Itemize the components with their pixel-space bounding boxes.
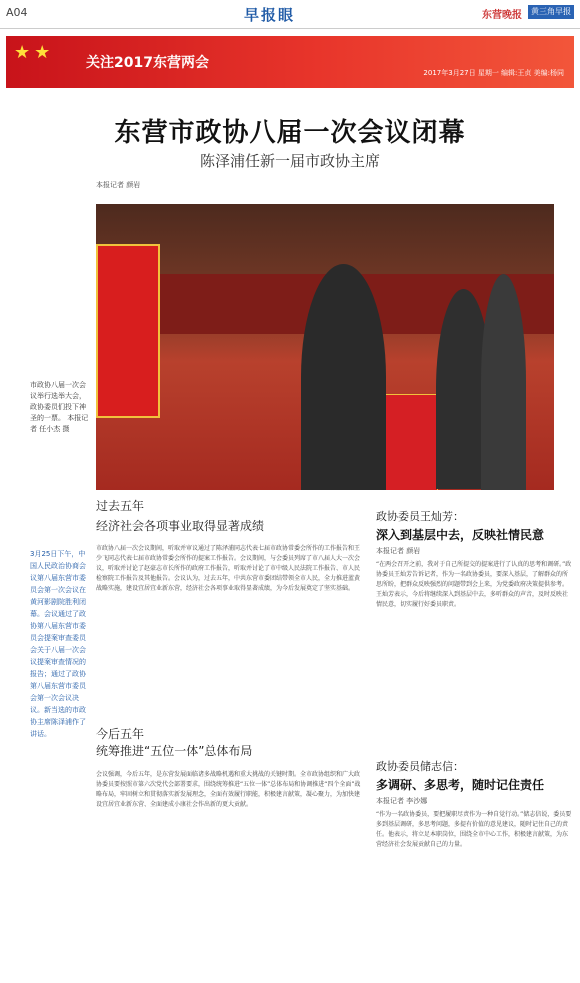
brand-logo: 黄三角早报 — [528, 5, 574, 19]
star-icon: ★★ — [14, 42, 55, 63]
side-note: 3月25日下午，中国人民政治协商会议第八届东营市委员会第一次会议在黄河影剧院胜利闭幕。会议通过了政协第八届东营市委员会提案审查委员会关于八届一次会议提案审查情况的报告；通过了政协第八届东营市委员会第一次会议决议。新当选的市政协主席陈泽浦作了讲话。 — [30, 550, 86, 738]
banner-title: 关注2017东营两会 — [86, 55, 209, 71]
byline: 本报记者 颜岩 — [96, 181, 141, 189]
subheadline: 陈泽浦任新一届市政协主席 — [199, 152, 380, 170]
ballot-box-left — [96, 244, 160, 418]
paper-name: 东营晚报 — [482, 10, 522, 21]
left-body-1: 市政协八届一次会议期间，听取并审议通过了陈泽浦同志代表七届市政协常委会所作的工作报告和王少飞同志代表七届市政协常委会所作的提案工作报告。会议期间，与会委员列席了市八届人大一次会议，听取并讨论了赵豪志市长所作的政府工作报告，听取并讨论了市中级人民法院工作报告、市人民检察院工作报告及其他报告。会议认为，过去五年，中共东营市委团结带领全市人民，全力推进蓝黄战略实施，建设宜居宜业新东营，经济社会各项事业取得显著成绩，为今后发展奠定了坚实基础。 — [96, 545, 361, 592]
section-title: 早报眼 — [244, 6, 296, 24]
banner-meta: 2017年3月27日 星期一 编辑:王贞 美编:杨同 — [423, 69, 564, 77]
topic-banner — [6, 36, 574, 88]
delegate-figure — [481, 274, 526, 490]
left-title-2a: 今后五年 — [96, 727, 145, 741]
right-title-1: 政协委员王灿芳： — [376, 510, 464, 523]
right-body-1: “在两会召开之前，我对于自己所提交的提案进行了认真的思考和调研。”政协委员王灿芳告诉记者，作为一名政协委员，要深入基层，了解群众的所思所盼，把群众反映强烈的问题带到会上来，为党委政府决策提供参考。王灿芳表示，今后将继续深入到基层中去，多听群众的声音，及时反映社情民意，切实履行好委员职责。 — [376, 561, 572, 608]
right-subtitle-1: 深入到基层中去，反映社情民意 — [376, 528, 545, 542]
left-title-1a: 过去五年 — [96, 499, 145, 513]
top-bar — [0, 0, 580, 29]
voter-figure — [301, 264, 386, 490]
right-byline-1: 本报记者 颜岩 — [376, 547, 421, 555]
main-photo — [96, 204, 554, 490]
right-title-2: 政协委员储志信： — [376, 760, 464, 773]
left-title-2b: 统筹推进“五位一体”总体布局 — [96, 744, 253, 758]
right-byline-2: 本报记者 李沙娜 — [376, 797, 428, 805]
right-body-2: “作为一名政协委员，要把履职尽责作为一种自觉行动。”储志信说，委员要多到基层调研，多思考问题，多提有价值的意见建议，随时记住自己的责任。他表示，将立足本职岗位，围绕全市中心工作，积极建言献策，为东营经济社会发展贡献自己的力量。 — [376, 811, 572, 848]
headline: 东营市政协八届一次会议闭幕 — [114, 118, 466, 148]
left-title-1b: 经济社会各项事业取得显著成绩 — [96, 519, 265, 533]
right-subtitle-2: 多调研、多思考，随时记住责任 — [376, 778, 545, 792]
left-body-2: 会议强调，今后五年，是东营发展面临诸多战略机遇和重大挑战的关键时期。全市政协组织和广大政协委员要按照市第六次党代会部署要求，围绕统筹推进“五位一体”总体布局和协调推进“四个全面”战略布局，牢固树立和贯彻落实新发展理念，全面有效履行职能，积极建言献策，凝心聚力，为加快建设宜居宜业新东营、全面建成小康社会作出新的更大贡献。 — [96, 771, 361, 808]
photo-caption: 市政协八届一次会议举行选举大会，政协委员们投下神圣的一票。 本报记者 任小杰 摄 — [30, 381, 89, 433]
page-number: A04 — [6, 6, 28, 19]
